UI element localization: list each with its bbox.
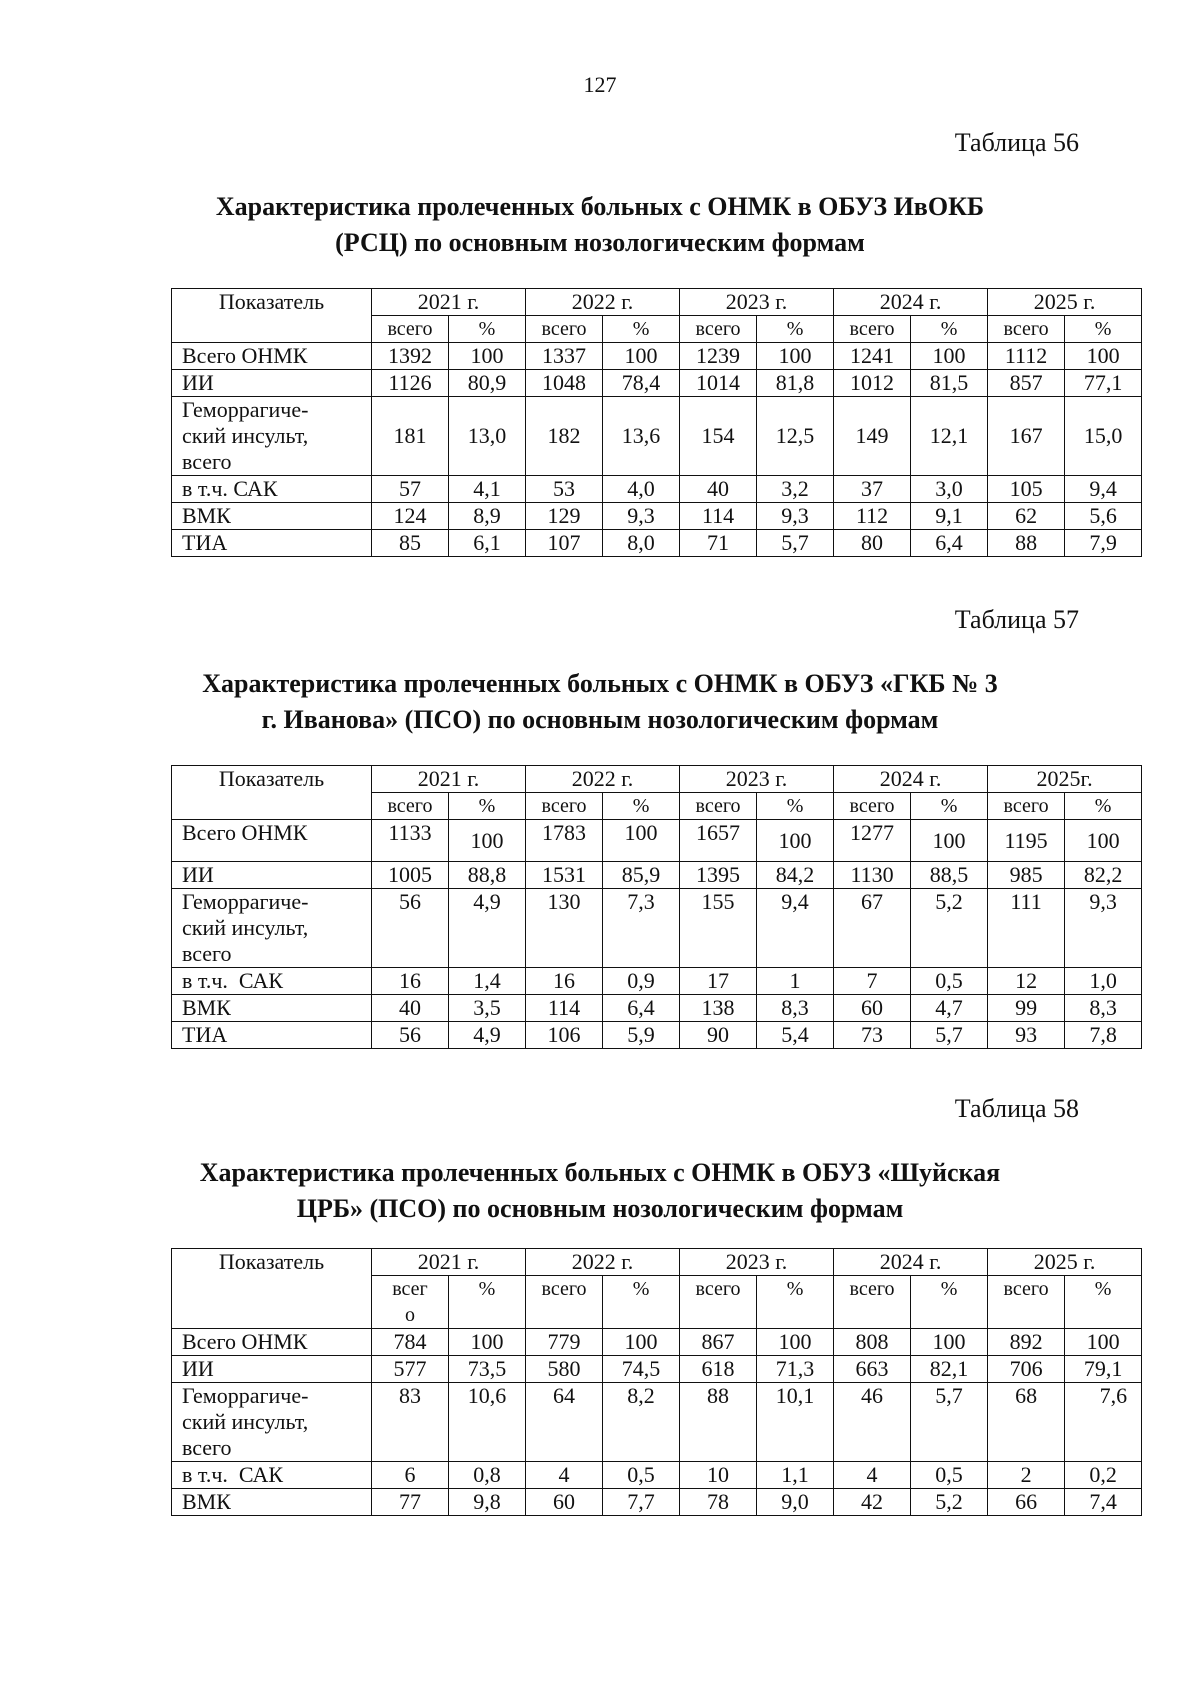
row-label: Всего ОНМК [172,820,372,862]
row-label: ИИ [172,1356,372,1383]
cell-total: 56 [372,1022,449,1049]
cell-percent: 73,5 [449,1356,526,1383]
subheader-percent: % [449,1276,526,1329]
cell-total: 779 [526,1329,603,1356]
table-row [172,820,1142,862]
cell-percent: 9,3 [1065,889,1142,968]
cell-total: 67 [834,889,911,968]
cell-total: 10 [680,1462,757,1489]
cell-percent: 100 [603,820,680,862]
row-label [172,1383,372,1462]
table-row [172,1462,1142,1489]
cell-percent: 1,0 [1065,968,1142,995]
cell-total: 1239 [680,343,757,370]
row-label: в т.ч. САК [172,1462,372,1489]
subheader-percent: % [757,1276,834,1329]
table-58-title [150,1155,1050,1227]
cell-total: 105 [988,476,1065,503]
year-header: 2024 г. [834,1249,988,1276]
cell-total: 17 [680,968,757,995]
cell-percent: 0,5 [911,968,988,995]
subheader-total: всего [988,1276,1065,1329]
cell-total: 12 [988,968,1065,995]
cell-total: 1048 [526,370,603,397]
row-label-line: всего [182,941,232,966]
subheader-percent: % [911,316,988,343]
cell-total: 1277 [834,820,911,862]
cell-percent: 13,0 [449,397,526,476]
table-58-title-line1: Характеристика пролеченных больных с ОНМК в ОБУЗ «Шуйская [199,1158,1001,1187]
row-label: ИИ [172,862,372,889]
subheader-total-text: всего [392,1278,428,1326]
cell-total: 46 [834,1383,911,1462]
table-58-label: Таблица 58 [954,1094,1079,1123]
subheader-percent: % [1065,316,1142,343]
table-56-title [150,189,1050,261]
cell-percent: 100 [603,1329,680,1356]
cell-percent: 8,0 [603,530,680,557]
cell-percent: 8,3 [757,995,834,1022]
cell-total: 62 [988,503,1065,530]
cell-percent: 82,2 [1065,862,1142,889]
table-header-row [172,1249,1142,1276]
cell-percent: 7,8 [1065,1022,1142,1049]
year-header: 2022 г. [526,289,680,316]
subheader-percent: % [449,316,526,343]
subheader-total: всего [680,793,757,820]
year-header: 2023 г. [680,289,834,316]
subheader-percent: % [603,1276,680,1329]
cell-total: 1395 [680,862,757,889]
cell-total: 1392 [372,343,449,370]
cell-percent: 12,1 [911,397,988,476]
cell-percent: 5,9 [603,1022,680,1049]
cell-percent: 3,2 [757,476,834,503]
row-label-line: Геморрагиче- [182,397,309,422]
table-row [172,476,1142,503]
table-row [172,503,1142,530]
cell-total: 85 [372,530,449,557]
subheader-total: всего [526,316,603,343]
year-header: 2022 г. [526,766,680,793]
cell-percent: 8,3 [1065,995,1142,1022]
cell-percent: 88,8 [449,862,526,889]
table-row [172,889,1142,968]
cell-total: 37 [834,476,911,503]
cell-total: 155 [680,889,757,968]
cell-percent: 7,4 [1065,1489,1142,1516]
cell-percent: 0,8 [449,1462,526,1489]
cell-total: 130 [526,889,603,968]
cell-total: 60 [834,995,911,1022]
table-57-title [150,666,1050,738]
cell-total: 867 [680,1329,757,1356]
cell-percent: 10,1 [757,1383,834,1462]
cell-total: 107 [526,530,603,557]
cell-percent: 7,3 [603,889,680,968]
subheader-total: всего [372,793,449,820]
cell-percent: 0,2 [1065,1462,1142,1489]
subheader-percent: % [911,1276,988,1329]
cell-percent: 0,9 [603,968,680,995]
cell-percent: 100 [1065,343,1142,370]
cell-percent: 4,0 [603,476,680,503]
table-57-title-line1: Характеристика пролеченных больных с ОНМК в ОБУЗ «ГКБ № 3 [202,669,998,698]
table-56-title-line2: (РСЦ) по основным нозологическим формам [335,228,865,257]
cell-percent: 100 [911,820,988,862]
cell-total: 2 [988,1462,1065,1489]
cell-percent: 100 [911,343,988,370]
year-header: 2022 г. [526,1249,680,1276]
year-header: 2021 г. [372,1249,526,1276]
cell-percent: 78,4 [603,370,680,397]
row-label: ВМК [172,503,372,530]
page-number: 127 [583,72,617,97]
year-header: 2023 г. [680,766,834,793]
cell-total: 53 [526,476,603,503]
cell-total: 1005 [372,862,449,889]
cell-percent: 79,1 [1065,1356,1142,1383]
table-row [172,1329,1142,1356]
subheader-total: всего [834,316,911,343]
row-label: Всего ОНМК [172,1329,372,1356]
cell-total: 4 [526,1462,603,1489]
row-label: в т.ч. САК [172,476,372,503]
cell-total: 114 [680,503,757,530]
cell-percent: 7,9 [1065,530,1142,557]
row-label-line: всего [182,449,232,474]
cell-percent: 9,4 [757,889,834,968]
cell-total: 93 [988,1022,1065,1049]
cell-total: 577 [372,1356,449,1383]
cell-total: 1657 [680,820,757,862]
cell-percent: 77,1 [1065,370,1142,397]
subheader-percent: % [449,793,526,820]
cell-percent: 4,9 [449,1022,526,1049]
cell-total: 808 [834,1329,911,1356]
cell-total: 88 [988,530,1065,557]
cell-total: 1012 [834,370,911,397]
cell-total: 6 [372,1462,449,1489]
cell-total: 114 [526,995,603,1022]
cell-percent: 3,0 [911,476,988,503]
cell-percent: 5,6 [1065,503,1142,530]
cell-total: 78 [680,1489,757,1516]
subheader-total: всего [834,793,911,820]
cell-total: 60 [526,1489,603,1516]
table-row [172,995,1142,1022]
cell-percent: 5,4 [757,1022,834,1049]
cell-percent: 1,4 [449,968,526,995]
cell-total: 167 [988,397,1065,476]
subheader-total: всего [834,1276,911,1329]
cell-percent: 6,1 [449,530,526,557]
subheader-total: всего [372,316,449,343]
cell-percent: 9,1 [911,503,988,530]
row-label: ТИА [172,530,372,557]
row-label: Всего ОНМК [172,343,372,370]
subheader-total: всего [526,1276,603,1329]
cell-percent: 81,8 [757,370,834,397]
cell-percent: 100 [449,1329,526,1356]
subheader-percent: % [911,793,988,820]
table-row [172,370,1142,397]
table-header-row [172,766,1142,793]
cell-total: 4 [834,1462,911,1489]
table-57 [171,765,1142,1049]
row-label-line: всего [182,1435,232,1460]
cell-percent: 85,9 [603,862,680,889]
table-56-title-line1: Характеристика пролеченных больных с ОНМК в ОБУЗ ИвОКБ [215,192,985,221]
cell-percent: 0,5 [911,1462,988,1489]
subheader-total: всего [988,316,1065,343]
cell-total: 892 [988,1329,1065,1356]
cell-percent: 3,5 [449,995,526,1022]
cell-total: 80 [834,530,911,557]
subheader-percent: % [603,316,680,343]
cell-total: 68 [988,1383,1065,1462]
cell-total: 7 [834,968,911,995]
cell-percent: 10,6 [449,1383,526,1462]
cell-percent: 5,7 [911,1022,988,1049]
row-label-line: ский инсульт, [182,915,309,940]
header-indicator: Показатель [172,766,372,820]
cell-total: 1112 [988,343,1065,370]
table-row [172,343,1142,370]
cell-total: 88 [680,1383,757,1462]
cell-total: 42 [834,1489,911,1516]
cell-percent: 71,3 [757,1356,834,1383]
cell-total: 40 [372,995,449,1022]
cell-total: 181 [372,397,449,476]
cell-total: 580 [526,1356,603,1383]
table-58-title-line2: ЦРБ» (ПСО) по основным нозологическим формам [296,1194,904,1223]
cell-total: 1195 [988,820,1065,862]
cell-percent: 80,9 [449,370,526,397]
cell-total: 1133 [372,820,449,862]
row-label: ТИА [172,1022,372,1049]
cell-total: 16 [526,968,603,995]
cell-percent: 100 [449,343,526,370]
table-row [172,1022,1142,1049]
cell-percent: 4,1 [449,476,526,503]
cell-total: 618 [680,1356,757,1383]
cell-percent: 9,3 [757,503,834,530]
cell-percent: 9,8 [449,1489,526,1516]
cell-percent: 9,4 [1065,476,1142,503]
header-indicator: Показатель [172,1249,372,1329]
table-57-label: Таблица 57 [954,605,1079,634]
cell-percent: 100 [1065,1329,1142,1356]
cell-total: 106 [526,1022,603,1049]
table-56-label: Таблица 56 [954,128,1079,157]
cell-percent: 5,2 [911,1489,988,1516]
table-row [172,397,1142,476]
cell-percent: 4,7 [911,995,988,1022]
table-row [172,968,1142,995]
cell-total: 706 [988,1356,1065,1383]
table-header-row [172,289,1142,316]
subheader-total: всего [988,793,1065,820]
cell-total: 66 [988,1489,1065,1516]
row-label: ВМК [172,1489,372,1516]
subheader-total: всего [680,316,757,343]
cell-total: 57 [372,476,449,503]
cell-percent: 100 [757,343,834,370]
cell-percent: 81,5 [911,370,988,397]
subheader-percent: % [757,316,834,343]
subheader-total: всего [526,793,603,820]
cell-percent: 9,0 [757,1489,834,1516]
cell-total: 784 [372,1329,449,1356]
cell-total: 56 [372,889,449,968]
row-label: ВМК [172,995,372,1022]
row-label-line: Геморрагиче- [182,1383,309,1408]
cell-total: 1241 [834,343,911,370]
cell-total: 83 [372,1383,449,1462]
cell-total: 182 [526,397,603,476]
cell-percent: 15,0 [1065,397,1142,476]
cell-percent: 8,2 [603,1383,680,1462]
cell-total: 985 [988,862,1065,889]
cell-total: 1126 [372,370,449,397]
cell-total: 154 [680,397,757,476]
row-label-line: ский инсульт, [182,1409,309,1434]
cell-percent: 100 [1065,820,1142,862]
year-header: 2021 г. [372,289,526,316]
year-header: 2025 г. [988,289,1142,316]
row-label [172,889,372,968]
cell-total: 1783 [526,820,603,862]
subheader-percent: % [1065,1276,1142,1329]
table-58 [171,1248,1142,1516]
cell-total: 111 [988,889,1065,968]
cell-percent: 1,1 [757,1462,834,1489]
subheader-percent: % [603,793,680,820]
cell-percent: 5,7 [757,530,834,557]
subheader-percent: % [757,793,834,820]
year-header: 2025г. [988,766,1142,793]
row-label-line: Геморрагиче- [182,889,309,914]
cell-percent: 100 [911,1329,988,1356]
cell-total: 112 [834,503,911,530]
cell-total: 77 [372,1489,449,1516]
cell-total: 1337 [526,343,603,370]
cell-percent: 9,3 [603,503,680,530]
cell-total: 138 [680,995,757,1022]
cell-percent: 82,1 [911,1356,988,1383]
cell-percent: 100 [757,820,834,862]
cell-percent: 88,5 [911,862,988,889]
year-header: 2024 г. [834,766,988,793]
cell-total: 124 [372,503,449,530]
cell-total: 99 [988,995,1065,1022]
cell-total: 64 [526,1383,603,1462]
header-indicator: Показатель [172,289,372,343]
row-label: в т.ч. САК [172,968,372,995]
cell-total: 71 [680,530,757,557]
table-row [172,862,1142,889]
row-label [172,397,372,476]
cell-percent: 6,4 [603,995,680,1022]
cell-percent: 0,5 [603,1462,680,1489]
subheader-total: всего [680,1276,757,1329]
cell-total: 16 [372,968,449,995]
cell-total: 73 [834,1022,911,1049]
cell-percent: 5,7 [911,1383,988,1462]
cell-percent: 5,2 [911,889,988,968]
table-row [172,530,1142,557]
cell-total: 1014 [680,370,757,397]
cell-total: 90 [680,1022,757,1049]
cell-percent: 74,5 [603,1356,680,1383]
cell-total: 40 [680,476,757,503]
year-header: 2021 г. [372,766,526,793]
table-56 [171,288,1142,557]
cell-percent: 84,2 [757,862,834,889]
subheader-percent: % [1065,793,1142,820]
year-header: 2023 г. [680,1249,834,1276]
cell-total: 149 [834,397,911,476]
cell-percent: 100 [757,1329,834,1356]
cell-percent: 13,6 [603,397,680,476]
cell-percent: 1 [757,968,834,995]
cell-percent: 12,5 [757,397,834,476]
cell-percent: 4,9 [449,889,526,968]
table-row [172,1383,1142,1462]
cell-percent: 8,9 [449,503,526,530]
table-row [172,1356,1142,1383]
row-label: ИИ [172,370,372,397]
year-header: 2024 г. [834,289,988,316]
cell-total: 663 [834,1356,911,1383]
cell-percent: 100 [449,820,526,862]
cell-total: 1130 [834,862,911,889]
cell-percent: 6,4 [911,530,988,557]
cell-total: 857 [988,370,1065,397]
table-row [172,1489,1142,1516]
row-label-line: ский инсульт, [182,423,309,448]
subheader-total [372,1276,449,1329]
cell-total: 1531 [526,862,603,889]
cell-percent: 7,7 [603,1489,680,1516]
year-header: 2025 г. [988,1249,1142,1276]
cell-percent: 100 [603,343,680,370]
cell-percent: 7,6 [1065,1383,1142,1462]
table-57-title-line2: г. Иванова» (ПСО) по основным нозологическим формам [261,705,939,734]
cell-total: 129 [526,503,603,530]
